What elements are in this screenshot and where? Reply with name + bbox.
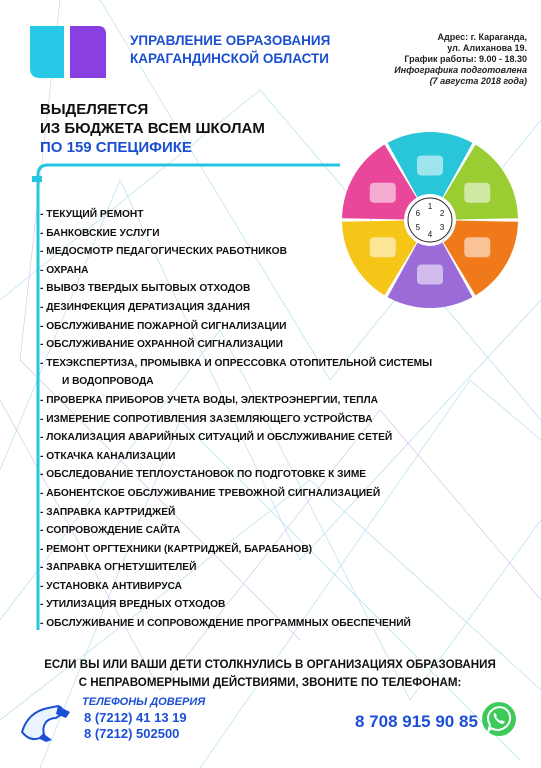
heading-line2: ИЗ БЮДЖЕТА ВСЕМ ШКОЛАМ bbox=[40, 120, 265, 137]
list-item: - ОБСЛУЖИВАНИЕ ОХРАННОЙ СИГНАЛИЗАЦИИ bbox=[40, 339, 283, 351]
list-item: - РЕМОНТ ОРГТЕХНИКИ (КАРТРИДЖЕЙ, БАРАБАНОВ) bbox=[40, 543, 313, 555]
hotline-block bbox=[18, 696, 238, 746]
wheel-number: 4 bbox=[427, 230, 433, 239]
address-line2: ул. Алиханова 19. bbox=[447, 43, 527, 53]
list-item: - УСТАНОВКА АНТИВИРУСА bbox=[40, 580, 183, 592]
org-title-line2: КАРАГАНДИНСКОЙ ОБЛАСТИ bbox=[130, 51, 329, 66]
list-item: - БАНКОВСКИЕ УСЛУГИ bbox=[40, 227, 160, 239]
phone-handset-icon bbox=[18, 702, 78, 742]
wheel-number: 3 bbox=[439, 223, 445, 232]
list-item: - ЛОКАЛИЗАЦИЯ АВАРИЙНЫХ СИТУАЦИЙ И ОБСЛУЖИВАНИЕ СЕТЕЙ bbox=[40, 432, 393, 444]
list-item: - ОБСЛУЖИВАНИЕ И СОПРОВОЖДЕНИЕ ПРОГРАММНЫХ ОБЕСПЕЧЕНИЙ bbox=[40, 618, 411, 630]
org-logo-icon bbox=[28, 24, 108, 80]
note-line1: Инфографика подготовлена bbox=[394, 65, 527, 75]
list-item: - ОБСЛЕДОВАНИЕ ТЕПЛОУСТАНОВОК ПО ПОДГОТОВКЕ К ЗИМЕ bbox=[40, 469, 367, 481]
hotline-phone-2[interactable]: 8 (7212) 502500 bbox=[84, 726, 180, 741]
wheel-number: 6 bbox=[415, 209, 421, 218]
heading-line3: ПО 159 СПЕЦИФИКЕ bbox=[40, 139, 192, 156]
list-item-continuation: И ВОДОПРОВОДА bbox=[62, 376, 154, 388]
list-item: - ОТКАЧКА КАНАЛИЗАЦИИ bbox=[40, 450, 176, 462]
heading-line1: ВЫДЕЛЯЕТСЯ bbox=[40, 101, 149, 118]
wheel-number: 5 bbox=[415, 223, 421, 232]
mobile-phone[interactable]: 8 708 915 90 85 bbox=[355, 712, 478, 731]
appeal-line1: ЕСЛИ ВЫ ИЛИ ВАШИ ДЕТИ СТОЛКНУЛИСЬ В ОРГАНИЗАЦИЯХ ОБРАЗОВАНИЯ bbox=[44, 658, 496, 671]
list-item: - СОПРОВОЖДЕНИЕ САЙТА bbox=[40, 525, 181, 537]
list-item: - ОБСЛУЖИВАНИЕ ПОЖАРНОЙ СИГНАЛИЗАЦИИ bbox=[40, 320, 287, 332]
list-item: - ТЕХЭКСПЕРТИЗА, ПРОМЫВКА И ОПРЕССОВКА ОТОПИТЕЛЬНОЙ СИСТЕМЫ bbox=[40, 357, 433, 369]
hotline-title: ТЕЛЕФОНЫ ДОВЕРИЯ bbox=[82, 696, 206, 708]
list-item: - ЗАПРАВКА КАРТРИДЖЕЙ bbox=[40, 506, 176, 518]
org-title bbox=[130, 32, 360, 68]
wheel-number: 2 bbox=[439, 209, 445, 218]
note-line2: (7 августа 2018 года) bbox=[429, 76, 527, 86]
hotline-phone-1[interactable]: 8 (7212) 41 13 19 bbox=[84, 710, 187, 725]
expense-list bbox=[40, 206, 480, 634]
list-item: - УТИЛИЗАЦИЯ ВРЕДНЫХ ОТХОДОВ bbox=[40, 599, 226, 611]
address-line1: Адрес: г. Караганда, bbox=[437, 32, 527, 42]
org-title-line1: УПРАВЛЕНИЕ ОБРАЗОВАНИЯ bbox=[130, 33, 331, 48]
whatsapp-icon[interactable] bbox=[480, 700, 518, 738]
work-hours: График работы: 9.00 - 18.30 bbox=[404, 54, 527, 64]
main-heading bbox=[40, 100, 310, 157]
list-item: - ДЕЗИНФЕКЦИЯ ДЕРАТИЗАЦИЯ ЗДАНИЯ bbox=[40, 301, 250, 313]
appeal-line2: С НЕПРАВОМЕРНЫМИ ДЕЙСТВИЯМИ, ЗВОНИТЕ ПО ТЕЛЕФОНАМ: bbox=[78, 676, 462, 689]
list-item: - ВЫВОЗ ТВЕРДЫХ БЫТОВЫХ ОТХОДОВ bbox=[40, 283, 251, 295]
list-item: - ПРОВЕРКА ПРИБОРОВ УЧЕТА ВОДЫ, ЭЛЕКТРОЭНЕРГИИ, ТЕПЛА bbox=[40, 394, 378, 406]
list-item: - ТЕКУЩИЙ РЕМОНТ bbox=[40, 209, 144, 220]
wheel-number: 1 bbox=[427, 202, 433, 211]
wheel-item-icon bbox=[417, 155, 443, 175]
wheel-item-icon bbox=[370, 183, 396, 203]
list-item: - ИЗМЕРЕНИЕ СОПРОТИВЛЕНИЯ ЗАЗЕМЛЯЮЩЕГО УСТРОЙСТВА bbox=[40, 413, 373, 425]
address-block bbox=[357, 32, 527, 87]
wheel-item-icon bbox=[464, 183, 490, 203]
list-item: - АБОНЕНТСКОЕ ОБСЛУЖИВАНИЕ ТРЕВОЖНОЙ СИГНАЛИЗАЦИЕЙ bbox=[40, 487, 381, 499]
appeal-text bbox=[20, 656, 520, 692]
list-item: - ЗАПРАВКА ОГНЕТУШИТЕЛЕЙ bbox=[40, 562, 197, 574]
list-item: - ОХРАНА bbox=[40, 264, 89, 276]
list-item: - МЕДОСМОТР ПЕДАГОГИЧЕСКИХ РАБОТНИКОВ bbox=[40, 246, 287, 258]
